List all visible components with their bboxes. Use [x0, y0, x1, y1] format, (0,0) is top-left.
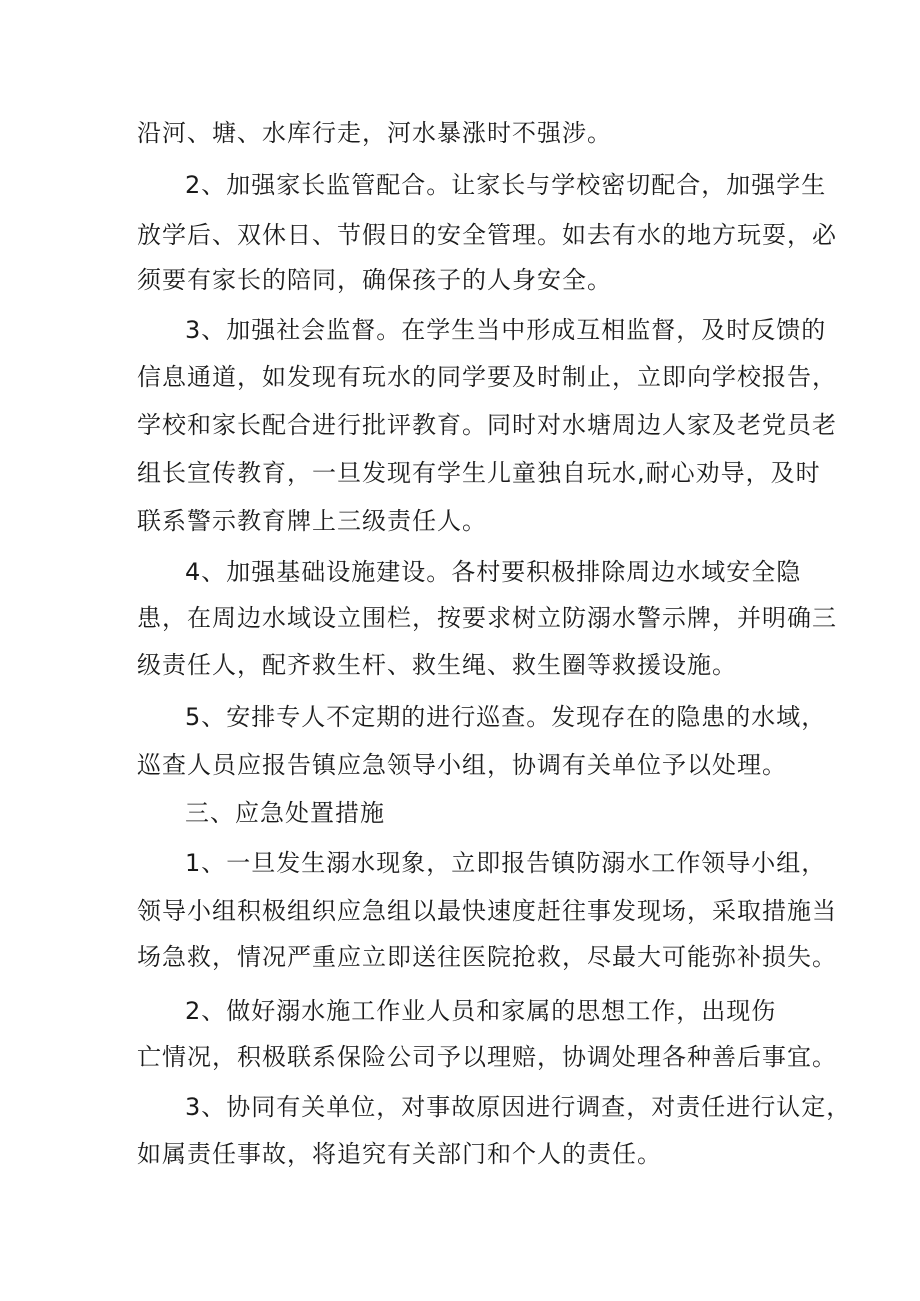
text-line: 领导小组积极组织应急组以最快速度赶往事发现场，采取措施当: [137, 897, 837, 925]
paragraph-first-line: 2、加强家长监管配合。让家长与学校密切配合，加强学生: [185, 171, 827, 199]
text-line: 须要有家长的陪同，确保孩子的人身安全。: [137, 266, 612, 294]
text-line: 级责任人，配齐救生杆、救生绳、救生圈等救援设施。: [137, 651, 737, 679]
text-line: 场急救，情况严重应立即送往医院抢救，尽最大可能弥补损失。: [137, 943, 837, 971]
text-line: 如属责任事故，将追究有关部门和个人的责任。: [137, 1140, 662, 1168]
paragraph-first-line: 4、加强基础设施建设。各村要积极排除周边水域安全隐: [185, 558, 802, 586]
paragraph-first-line: 3、协同有关单位，对事故原因进行调查，对责任进行认定，: [185, 1093, 852, 1121]
text-line: 学校和家长配合进行批评教育。同时对水塘周边人家及老党员老: [137, 411, 837, 439]
paragraph-first-line: 2、做好溺水施工作业人员和家属的思想工作，出现伤: [185, 997, 777, 1025]
text-line: 患，在周边水域设立围栏，按要求树立防溺水警示牌，并明确三: [137, 604, 837, 632]
text-line: 沿河、塘、水库行走，河水暴涨时不强涉。: [137, 119, 612, 147]
paragraph-first-line: 5、安排专人不定期的进行巡查。发现存在的隐患的水域，: [185, 703, 827, 731]
text-line: 放学后、双休日、节假日的安全管理。如去有水的地方玩耍，必: [137, 221, 837, 249]
text-line: 亡情况，积极联系保险公司予以理赔，协调处理各种善后事宜。: [137, 1043, 837, 1071]
text-line: 信息通道，如发现有玩水的同学要及时制止，立即向学校报告，: [137, 363, 837, 391]
text-line: 联系警示教育牌上三级责任人。: [137, 507, 487, 535]
text-line: 巡查人员应报告镇应急领导小组，协调有关单位予以处理。: [137, 751, 787, 779]
paragraph-first-line: 3、加强社会监督。在学生当中形成互相监督，及时反馈的: [185, 316, 827, 344]
section-heading: 三、应急处置措施: [185, 799, 385, 827]
text-line: 组长宣传教育，一旦发现有学生儿童独自玩水,耐心劝导，及时: [137, 459, 821, 487]
paragraph-first-line: 1、一旦发生溺水现象，立即报告镇防溺水工作领导小组，: [185, 849, 827, 877]
